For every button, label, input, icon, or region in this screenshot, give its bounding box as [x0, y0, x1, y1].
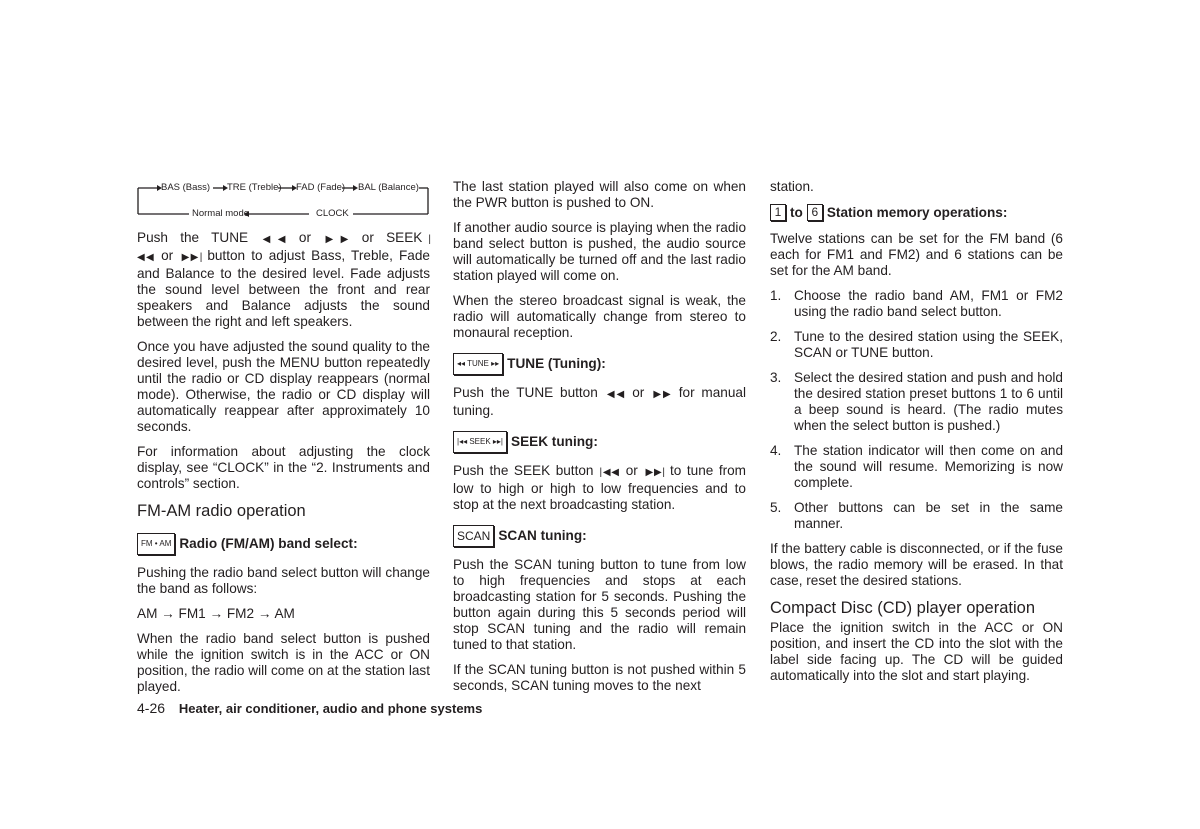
tune-heading-row	[453, 353, 746, 375]
memory-heading-row	[770, 204, 1063, 221]
preset-6-icon: 6	[807, 204, 823, 221]
scan-paragraph: Push the SCAN tuning button to tune from low to high frequencies and stops at each broadcasting station for 5 seconds. Pushing the button again during this 5 seconds period will stop SCAN tuning and the radio will remain tuned to that station.	[453, 557, 746, 652]
seek-forward-icon: ▶▶|	[643, 467, 664, 478]
audio-source-paragraph: If another audio source is playing when the radio band select button is pushed, the audio source will automatically be turned off and the last radio station played will come on.	[453, 220, 746, 283]
seek-paragraph: Push the SEEK button |◀◀ or ▶▶| to tune from low to high or high to low frequencies and to stop at the next broadcasting station.	[453, 463, 747, 512]
band-select-paragraph: Pushing the radio band select button will change the band as follows:	[137, 565, 430, 596]
memory-to-word: to	[790, 204, 803, 220]
scan-continue-paragraph: If the SCAN tuning button is not pushed within 5 seconds, SCAN tuning moves to the next	[453, 662, 746, 693]
preset-1-icon: 1	[770, 204, 786, 221]
seek-heading: SEEK tuning:	[511, 434, 598, 449]
column-1	[137, 230, 430, 704]
diagram-normal-mode-label: Normal mode	[192, 208, 250, 219]
diagram-treble-label: TRE (Treble)	[227, 182, 282, 193]
seek-button-icon: |◂◂ SEEK ▸▸|	[453, 431, 507, 453]
list-item: 2. Tune to the desired station using the SEEK, SCAN or TUNE button.	[770, 329, 1063, 360]
page-footer	[137, 700, 482, 716]
scan-heading: SCAN tuning:	[498, 528, 587, 543]
memory-steps-list	[770, 288, 1063, 532]
list-item: 1. Choose the radio band AM, FM1 or FM2 using the radio band select button.	[770, 288, 1063, 319]
clock-paragraph: For information about adjusting the clock display, see “CLOCK” in the “2. Instruments and controls” section.	[137, 444, 430, 491]
diagram-clock-label: CLOCK	[316, 208, 349, 219]
list-item: 3. Select the desired station and push and hold the desired station preset buttons 1 to 6 until a beep sound is heard. (The radio mutes when the select button is pushed.)	[770, 370, 1063, 433]
page-number: 4-26	[137, 700, 166, 716]
list-item: 5. Other buttons can be set in the same manner.	[770, 500, 1063, 531]
menu-paragraph: Once you have adjusted the sound quality to the desired level, push the MENU button repeatedly until the radio or CD display reappears (normal mode). Otherwise, the radio or CD display will automatically reappear after approximately 10 seconds.	[137, 339, 430, 434]
fast-forward-icon: ▶▶	[650, 389, 673, 400]
column-2	[453, 179, 746, 703]
seek-heading-row	[453, 431, 746, 453]
last-station-paragraph: The last station played will also come on when the PWR button is pushed to ON.	[453, 179, 746, 210]
tune-button-icon: ◂◂ TUNE ▸▸	[453, 353, 503, 375]
rewind-icon: ◀◀	[603, 389, 627, 400]
scan-button-icon: SCAN	[453, 525, 494, 547]
stereo-paragraph: When the stereo broadcast signal is weak, the radio will automatically change from stereo to monaural reception.	[453, 293, 746, 340]
tune-paragraph: Push the TUNE button ◀◀ or ▶▶ for manual tuning.	[453, 385, 746, 418]
band-select-heading: Radio (FM/AM) band select:	[179, 536, 358, 551]
diagram-bass-label: BAS (Bass)	[161, 182, 211, 193]
tune-heading: TUNE (Tuning):	[507, 356, 606, 371]
battery-paragraph: If the battery cable is disconnected, or if the fuse blows, the radio memory will be erased. In that case, reset the desired stations.	[770, 541, 1063, 588]
band-sequence: AM → FM1 → FM2 → AM	[137, 606, 295, 621]
section-heading-cd: Compact Disc (CD) player operation	[770, 599, 1036, 617]
fm-am-button-icon: FM • AM	[137, 533, 175, 555]
chapter-title: Heater, air conditioner, audio and phone systems	[178, 701, 483, 716]
seek-back-icon: |◀◀	[137, 234, 430, 263]
band-select-heading-row	[137, 533, 430, 555]
column-3	[770, 179, 1063, 693]
station-continued: station.	[770, 179, 814, 194]
memory-heading: Station memory operations:	[826, 204, 1008, 220]
section-heading-fm-am: FM-AM radio operation	[137, 502, 306, 520]
tone-adjust-paragraph: Push the TUNE ◀◀ or ▶▶ or SEEK |◀◀ or ▶▶| button to adjust Bass, Treble, Fade and Balance to the desired level. Fade adjusts the sound level between the front and rear speakers and Balance adjusts the sound between the right and left speakers.	[137, 230, 430, 329]
seek-back-icon: |◀◀	[599, 467, 620, 478]
diagram-balance-label: BAL (Balance)	[358, 182, 419, 193]
fast-forward-icon: ▶▶	[317, 234, 356, 245]
list-item: 4. The station indicator will then come on and the sound will resume. Memorizing is now complete.	[770, 443, 1063, 490]
cd-paragraph: Place the ignition switch in the ACC or ON position, and insert the CD into the slot with the label side facing up. The CD will be guided automatically into the slot and start playing.	[770, 620, 1063, 683]
scan-heading-row	[453, 525, 746, 547]
diagram-fade-label: FAD (Fade)	[296, 182, 346, 193]
memory-intro-paragraph: Twelve stations can be set for the FM band (6 each for FM1 and FM2) and 6 stations can be set for the AM band.	[770, 231, 1063, 278]
audio-mode-diagram	[137, 182, 430, 220]
seek-forward-icon: ▶▶|	[179, 252, 202, 263]
rewind-icon: ◀◀	[254, 234, 293, 245]
band-ignition-paragraph: When the radio band select button is pushed while the ignition switch is in the ACC or ON position, the radio will come on at the station last played.	[137, 631, 430, 694]
